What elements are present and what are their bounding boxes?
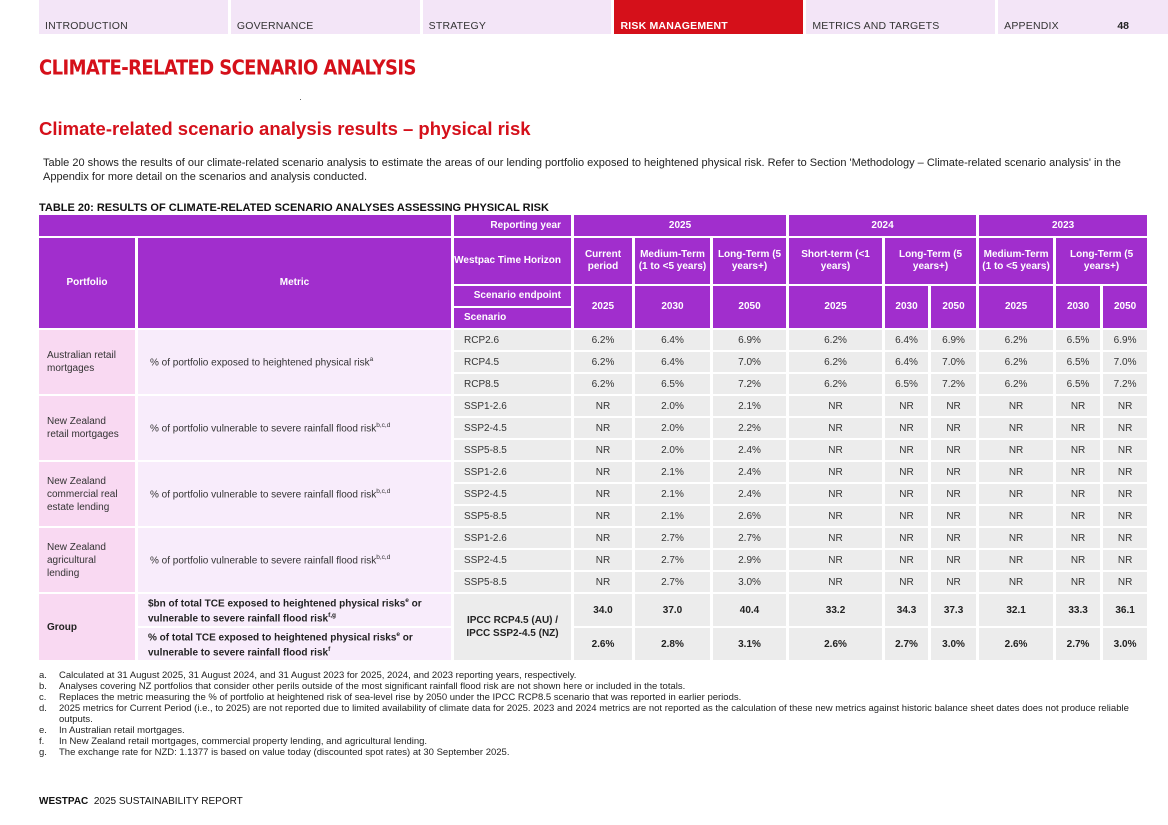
scenario-cell: SSP5-8.5 [454, 440, 574, 462]
intro-paragraph: Table 20 shows the results of our climate-related scenario analysis to estimate the areas of our lending portfolio exposed to heightened physical risk. Refer to Section 'Methodology – Climate-related scenario analysis' in the Appendix for more detail on the scenarios and analysis conducted. [43, 157, 1121, 183]
value-cell: NR [979, 418, 1056, 440]
value-cell: NR [931, 396, 979, 418]
value-cell: NR [1056, 462, 1103, 484]
value-cell: 6.5% [1056, 374, 1103, 396]
value-cell: NR [1103, 484, 1150, 506]
header-reporting-year: Reporting year [454, 215, 574, 238]
value-cell: 2.7% [635, 528, 713, 550]
portfolio-cell: New Zealand retail mortgages [39, 396, 138, 462]
footnote-key: g. [39, 747, 47, 758]
value-cell: 40.4 [713, 594, 789, 628]
value-cell: 6.2% [789, 352, 885, 374]
footnote-text: 2025 metrics for Current Period (i.e., to 2025) are not reported due to limited availability of climate data for 2025. 2023 and 2024 metrics are not reported as the calculation of these new metrics against historic balance sheet dates does not produce reliable outputs. [59, 703, 1129, 725]
value-cell: NR [1056, 440, 1103, 462]
table-title: TABLE 20: RESULTS OF CLIMATE-RELATED SCENARIO ANALYSES ASSESSING PHYSICAL RISK [39, 202, 549, 214]
value-cell: 2.2% [713, 418, 789, 440]
endpoint-cell: 2025 [574, 286, 635, 330]
metric-cell [138, 528, 454, 594]
scenario-cell: SSP2-4.5 [454, 418, 574, 440]
value-cell: 2.4% [713, 462, 789, 484]
value-cell: NR [885, 462, 931, 484]
horizon-cell: Long-Term (5 years+) [713, 238, 789, 286]
header-time-horizon: Westpac Time Horizon [454, 238, 574, 286]
value-cell: 7.2% [1103, 374, 1150, 396]
footnote-text: The exchange rate for NZD: 1.1377 is based on value today (discounted spot rates) at 30 September 2025. [59, 747, 510, 758]
portfolio-cell: New Zealand commercial real estate lending [39, 462, 138, 528]
endpoint-cell: 2050 [713, 286, 789, 330]
value-cell: 3.1% [713, 628, 789, 662]
metric-cell [138, 396, 454, 462]
footnote-text: Calculated at 31 August 2025, 31 August 2024, and 31 August 2023 for 2025, 2024, and 2023 reporting years, respectively. [59, 670, 577, 681]
value-cell: 7.2% [713, 374, 789, 396]
header-portfolio: Portfolio [39, 238, 138, 330]
value-cell: 37.3 [931, 594, 979, 628]
value-cell: NR [979, 396, 1056, 418]
group-metric-tce-bn: $bn of total TCE exposed to heightened physical risks$^e$ or vulnerable to severe rainfall flood risk$^{f,g}$ [138, 594, 454, 628]
value-cell: 2.0% [635, 440, 713, 462]
tab-risk-management[interactable]: RISK MANAGEMENT [614, 0, 803, 34]
horizon-cell: Long-Term (5 years+) [1056, 238, 1150, 286]
value-cell: 34.0 [574, 594, 635, 628]
value-cell: NR [789, 440, 885, 462]
top-nav [39, 0, 1168, 34]
value-cell: NR [1056, 572, 1103, 594]
value-cell: 6.2% [574, 352, 635, 374]
header-scenario-endpoint: Scenario endpoint [454, 286, 574, 308]
value-cell: NR [1056, 484, 1103, 506]
value-cell: NR [789, 506, 885, 528]
value-cell: NR [885, 506, 931, 528]
group-metric-tce-pct: % of total TCE exposed to heightened physical risks$^e$ or vulnerable to severe rainfall flood risk$^f$ [138, 628, 454, 662]
value-cell: NR [979, 506, 1056, 528]
value-cell: NR [1103, 550, 1150, 572]
value-cell: NR [789, 484, 885, 506]
value-cell: NR [789, 396, 885, 418]
group-portfolio: Group [39, 594, 138, 662]
value-cell: 6.4% [885, 352, 931, 374]
footer-report: 2025 SUSTAINABILITY REPORT [93, 796, 243, 807]
tab-strategy[interactable]: STRATEGY [423, 0, 612, 34]
value-cell: 2.1% [635, 506, 713, 528]
value-cell: NR [931, 440, 979, 462]
tab-metrics-and-targets[interactable]: METRICS AND TARGETS [806, 0, 995, 34]
header-scenario: Scenario [454, 308, 574, 330]
value-cell: NR [1103, 396, 1150, 418]
value-cell: NR [885, 396, 931, 418]
value-cell: 6.2% [789, 374, 885, 396]
value-cell: 34.3 [885, 594, 931, 628]
endpoint-cell: 2025 [789, 286, 885, 330]
value-cell: NR [885, 572, 931, 594]
footnote-text: In Australian retail mortgages. [59, 725, 185, 736]
endpoint-cell: 2050 [1103, 286, 1150, 330]
value-cell: 6.5% [1056, 352, 1103, 374]
results-table [39, 215, 1150, 662]
value-cell: 2.4% [713, 484, 789, 506]
tab-governance[interactable]: GOVERNANCE [231, 0, 420, 34]
value-cell: NR [979, 484, 1056, 506]
scenario-cell: SSP5-8.5 [454, 506, 574, 528]
value-cell: 6.4% [635, 330, 713, 352]
footnotes [39, 670, 1129, 758]
footnote-key: d. [39, 703, 47, 714]
value-cell: 6.2% [789, 330, 885, 352]
value-cell: 2.9% [713, 550, 789, 572]
value-cell: 2.6% [789, 628, 885, 662]
footnote-key: b. [39, 681, 47, 692]
scenario-cell: RCP2.6 [454, 330, 574, 352]
metric-text: % of portfolio vulnerable to severe rainfall flood risk [150, 423, 377, 435]
decorative-dot [300, 99, 301, 100]
value-cell: NR [1103, 506, 1150, 528]
value-cell: 2.6% [574, 628, 635, 662]
scenario-cell: SSP5-8.5 [454, 572, 574, 594]
footnote-key: c. [39, 692, 47, 703]
value-cell: NR [574, 528, 635, 550]
scenario-cell: SSP1-2.6 [454, 462, 574, 484]
footnote [39, 747, 1129, 758]
value-cell: 7.2% [931, 374, 979, 396]
value-cell: NR [931, 572, 979, 594]
value-cell: NR [979, 550, 1056, 572]
value-cell: NR [789, 550, 885, 572]
portfolio-cell: Australian retail mortgages [39, 330, 138, 396]
value-cell: 3.0% [931, 628, 979, 662]
value-cell: 2.7% [635, 550, 713, 572]
value-cell: 2.7% [713, 528, 789, 550]
value-cell: NR [574, 418, 635, 440]
metric-footnote-ref: a [369, 355, 374, 363]
scenario-cell: SSP2-4.5 [454, 550, 574, 572]
value-cell: NR [931, 506, 979, 528]
value-cell: 6.4% [885, 330, 931, 352]
value-cell: 33.2 [789, 594, 885, 628]
metric-cell [138, 330, 454, 396]
value-cell: 6.2% [979, 374, 1056, 396]
value-cell: 2.7% [1056, 628, 1103, 662]
footnote [39, 736, 1129, 747]
header-year-2025: 2025 [574, 215, 789, 238]
value-cell: NR [574, 572, 635, 594]
endpoint-cell: 2030 [635, 286, 713, 330]
footnote [39, 670, 1129, 681]
value-cell: 6.5% [635, 374, 713, 396]
metric-footnote-ref: b,c,d [376, 553, 391, 561]
value-cell: NR [574, 462, 635, 484]
header-metric: Metric [138, 238, 454, 330]
page-footer [39, 796, 243, 807]
value-cell: NR [931, 418, 979, 440]
metric-text: % of portfolio exposed to heightened physical risk [150, 357, 370, 369]
value-cell: NR [885, 418, 931, 440]
value-cell: 2.1% [713, 396, 789, 418]
value-cell: NR [1056, 506, 1103, 528]
header-year-2023: 2023 [979, 215, 1150, 238]
page-heading: Climate-related scenario analysis results – physical risk [39, 118, 531, 139]
value-cell: NR [931, 550, 979, 572]
value-cell: NR [574, 440, 635, 462]
value-cell: 6.9% [713, 330, 789, 352]
endpoint-cell: 2030 [885, 286, 931, 330]
section-title: CLIMATE-RELATED SCENARIO ANALYSIS [39, 56, 416, 81]
value-cell: NR [885, 440, 931, 462]
metric-footnote-ref: b,c,d [376, 421, 391, 429]
value-cell: 2.8% [635, 628, 713, 662]
value-cell: 6.9% [1103, 330, 1150, 352]
footer-brand: WESTPAC [39, 796, 89, 807]
value-cell: 6.4% [635, 352, 713, 374]
scenario-cell: SSP2-4.5 [454, 484, 574, 506]
value-cell: 33.3 [1056, 594, 1103, 628]
value-cell: NR [931, 484, 979, 506]
footnote-text: Replaces the metric measuring the % of portfolio at heightened risk of sea-level rise by 2050 under the IPCC RCP8.5 scenario that was reported in earlier periods. [59, 692, 742, 703]
horizon-cell: Long-Term (5 years+) [885, 238, 979, 286]
value-cell: NR [979, 572, 1056, 594]
value-cell: NR [1103, 418, 1150, 440]
value-cell: 2.4% [713, 440, 789, 462]
value-cell: NR [1103, 572, 1150, 594]
value-cell: NR [979, 440, 1056, 462]
value-cell: NR [789, 462, 885, 484]
value-cell: 36.1 [1103, 594, 1150, 628]
value-cell: NR [885, 550, 931, 572]
value-cell: 2.1% [635, 462, 713, 484]
value-cell: 6.9% [931, 330, 979, 352]
value-cell: 3.0% [713, 572, 789, 594]
metric-text: % of portfolio vulnerable to severe rainfall flood risk [150, 489, 377, 501]
value-cell: 2.0% [635, 418, 713, 440]
header-blank [39, 215, 454, 238]
page-number: 48 [1117, 20, 1129, 32]
value-cell: NR [789, 572, 885, 594]
scenario-cell: SSP1-2.6 [454, 528, 574, 550]
value-cell: 6.2% [979, 352, 1056, 374]
endpoint-cell: 2025 [979, 286, 1056, 330]
value-cell: NR [979, 462, 1056, 484]
value-cell: 37.0 [635, 594, 713, 628]
footnote-key: a. [39, 670, 47, 681]
value-cell: 6.2% [574, 374, 635, 396]
portfolio-cell: New Zealand agricultural lending [39, 528, 138, 594]
horizon-cell: Current period [574, 238, 635, 286]
footnote-key: f. [39, 736, 45, 747]
header-year-2024: 2024 [789, 215, 979, 238]
value-cell: 6.5% [885, 374, 931, 396]
endpoint-cell: 2030 [1056, 286, 1103, 330]
value-cell: NR [1103, 440, 1150, 462]
footnote [39, 681, 1129, 692]
value-cell: 32.1 [979, 594, 1056, 628]
value-cell: 2.0% [635, 396, 713, 418]
tab-introduction[interactable]: INTRODUCTION [39, 0, 228, 34]
value-cell: 6.5% [1056, 330, 1103, 352]
footnote [39, 692, 1129, 703]
metric-text: % of portfolio vulnerable to severe rainfall flood risk [150, 555, 377, 567]
metric-footnote-ref: b,c,d [376, 487, 391, 495]
scenario-cell: RCP4.5 [454, 352, 574, 374]
value-cell: NR [574, 550, 635, 572]
metric-cell [138, 462, 454, 528]
value-cell: NR [574, 396, 635, 418]
scenario-cell: RCP8.5 [454, 374, 574, 396]
value-cell: NR [1056, 418, 1103, 440]
value-cell: 6.2% [979, 330, 1056, 352]
value-cell: 7.0% [713, 352, 789, 374]
value-cell: NR [885, 528, 931, 550]
value-cell: NR [979, 528, 1056, 550]
horizon-cell: Medium-Term (1 to <5 years) [635, 238, 713, 286]
value-cell: 2.1% [635, 484, 713, 506]
value-cell: NR [1103, 462, 1150, 484]
footnote [39, 725, 1129, 736]
value-cell: 2.6% [979, 628, 1056, 662]
value-cell: NR [931, 528, 979, 550]
value-cell: NR [1103, 528, 1150, 550]
footnote [39, 703, 1129, 725]
value-cell: NR [1056, 528, 1103, 550]
scenario-cell: SSP1-2.6 [454, 396, 574, 418]
value-cell: 2.7% [635, 572, 713, 594]
value-cell: 3.0% [1103, 628, 1150, 662]
horizon-cell: Medium-Term (1 to <5 years) [979, 238, 1056, 286]
value-cell: NR [574, 506, 635, 528]
footnote-text: Analyses covering NZ portfolios that consider other perils outside of the most significant rainfall flood risk are not shown here or included in the totals. [59, 681, 686, 692]
value-cell: NR [789, 418, 885, 440]
value-cell: NR [1056, 396, 1103, 418]
horizon-cell: Short-term (<1 years) [789, 238, 885, 286]
group-scenario: IPCC RCP4.5 (AU) / IPCC SSP2-4.5 (NZ) [454, 594, 574, 662]
footnote-key: e. [39, 725, 47, 736]
endpoint-cell: 2050 [931, 286, 979, 330]
footnote-text: In New Zealand retail mortgages, commercial property lending, and agricultural lending. [59, 736, 428, 747]
value-cell: NR [574, 484, 635, 506]
value-cell: 2.6% [713, 506, 789, 528]
value-cell: NR [931, 462, 979, 484]
value-cell: NR [885, 484, 931, 506]
value-cell: 7.0% [1103, 352, 1150, 374]
value-cell: NR [1056, 550, 1103, 572]
value-cell: NR [789, 528, 885, 550]
value-cell: 6.2% [574, 330, 635, 352]
tab-appendix[interactable]: APPENDIX [998, 0, 1168, 34]
value-cell: 7.0% [931, 352, 979, 374]
value-cell: 2.7% [885, 628, 931, 662]
